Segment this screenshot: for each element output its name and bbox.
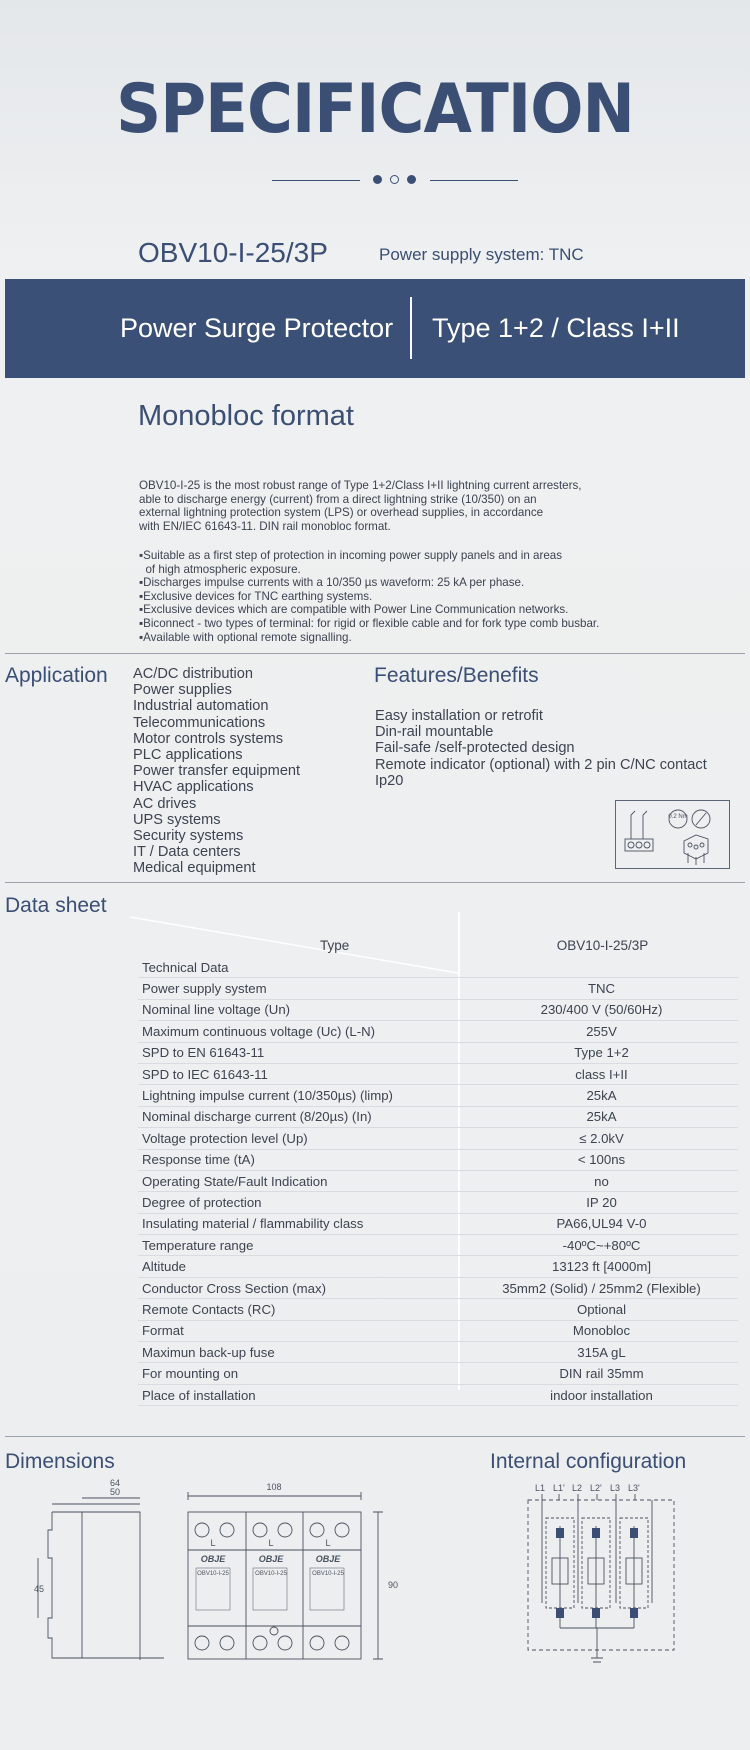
table-row	[138, 1106, 738, 1127]
application-item: PLC applications	[133, 747, 243, 764]
row-value: class I+II	[465, 1063, 738, 1084]
features-list	[375, 708, 707, 789]
table-row	[138, 999, 738, 1020]
application-item: Telecommunications	[133, 714, 266, 731]
phase-label: L1'	[553, 1483, 565, 1493]
torque-value: 0.2 Nm	[668, 814, 688, 820]
bullet-item: ▪Discharges impulse currents with a 10/350 µs waveform: 25 kA per phase.	[139, 576, 525, 590]
table-row	[138, 1299, 738, 1320]
divider	[5, 882, 745, 883]
table-row	[138, 1213, 738, 1234]
bullet-item: ▪Exclusive devices which are compatible with Power Line Communication networks.	[139, 603, 569, 617]
application-item: IT / Data centers	[133, 844, 241, 861]
table-row	[138, 1170, 738, 1191]
terminal-label: L	[210, 1538, 216, 1548]
module-model: OBV10-I-25	[255, 1571, 287, 1577]
divider	[5, 653, 745, 654]
bullet-item: ▪Exclusive devices for TNC earthing systems.	[139, 589, 373, 603]
row-key: Remote Contacts (RC)	[138, 1299, 465, 1320]
ornament-line-left	[272, 180, 360, 181]
row-value: 25kA	[465, 1106, 738, 1127]
description-line: external lightning protection system (LPS) or overhead supplies, in accordance	[139, 506, 544, 520]
phase-label: L3'	[628, 1483, 640, 1493]
banner-product-type: Power Surge Protector	[120, 313, 394, 343]
row-value: PA66,UL94 V-0	[465, 1213, 738, 1234]
application-item: UPS systems	[133, 811, 221, 828]
application-item: Industrial automation	[133, 698, 269, 715]
application-item: AC/DC distribution	[133, 666, 254, 682]
row-value: 255V	[465, 1021, 738, 1042]
table-row	[138, 1149, 738, 1170]
module-brand: OBJE	[258, 1554, 284, 1564]
row-value: IP 20	[465, 1192, 738, 1213]
datasheet-heading: Data sheet	[5, 894, 107, 917]
row-value: -40ºC~+80ºC	[465, 1235, 738, 1256]
row-value: < 100ns	[465, 1149, 738, 1170]
application-heading: Application	[5, 664, 108, 687]
terminal-label: L	[268, 1538, 274, 1548]
datasheet-model: OBV10-I-25/3P	[556, 938, 649, 953]
feature-item: Easy installation or retrofit	[375, 708, 543, 724]
application-item: HVAC applications	[133, 779, 254, 796]
table-row	[138, 1063, 738, 1084]
row-key: Insulating material / flammability class	[138, 1213, 465, 1234]
table-row	[138, 1128, 738, 1149]
bullet-item: ▪Available with optional remote signalling.	[139, 630, 352, 644]
table-row	[138, 957, 738, 978]
table-row	[138, 1320, 738, 1341]
ornament-line-right	[430, 180, 518, 181]
feature-item: Ip20	[375, 772, 404, 789]
application-list	[133, 666, 300, 877]
application-item: Power transfer equipment	[133, 763, 301, 780]
page-title: SPECIFICATION	[116, 70, 634, 149]
row-value: 25kA	[465, 1085, 738, 1106]
bullet-item: ▪Suitable as a first step of protection in incoming power supply panels and in areas	[139, 549, 563, 562]
dimensions-heading: Dimensions	[5, 1450, 115, 1473]
ornament-dot	[373, 175, 382, 184]
row-key: Power supply system	[138, 978, 465, 999]
row-value: 315A gL	[465, 1342, 738, 1363]
row-value: DIN rail 35mm	[465, 1363, 738, 1384]
table-row	[138, 1042, 738, 1063]
row-value: Optional	[465, 1299, 738, 1320]
banner-divider	[410, 297, 412, 359]
datasheet-type-label: Type	[320, 938, 350, 953]
row-key: Operating State/Fault Indication	[138, 1170, 465, 1191]
table-row	[138, 1192, 738, 1213]
dim-50: 50	[110, 1487, 121, 1497]
bullet-list	[139, 549, 739, 644]
table-row	[138, 1384, 738, 1405]
dim-64: 64	[110, 1478, 121, 1488]
power-supply-system: Power supply system: TNC	[379, 245, 584, 264]
row-key: Lightning impulse current (10/350µs) (limp)	[138, 1085, 465, 1106]
row-key: Maximun back-up fuse	[138, 1342, 465, 1363]
bullet-item: of high atmospheric exposure.	[139, 562, 301, 576]
dim-108: 108	[266, 1482, 282, 1492]
table-row	[138, 1363, 738, 1384]
table-row	[138, 1235, 738, 1256]
divider	[5, 1436, 745, 1437]
dim-90: 90	[388, 1580, 399, 1590]
row-value: 13123 ft [4000m]	[465, 1256, 738, 1277]
table-row	[138, 1085, 738, 1106]
format-heading: Monobloc format	[138, 400, 354, 432]
table-row	[138, 1256, 738, 1277]
row-key: SPD to EN 61643-11	[138, 1042, 465, 1063]
module-model: OBV10-I-25	[312, 1571, 344, 1577]
row-value: 35mm2 (Solid) / 25mm2 (Flexible)	[465, 1277, 738, 1298]
internal-config-diagram	[520, 1478, 680, 1668]
description	[139, 479, 699, 533]
terminal-label: L	[325, 1538, 331, 1548]
application-item: AC drives	[133, 795, 197, 812]
row-value: Monobloc	[465, 1320, 738, 1341]
front-view-drawing	[183, 1478, 399, 1663]
table-row	[138, 1342, 738, 1363]
phase-label: L2'	[590, 1483, 602, 1493]
module-brand: OBJE	[315, 1554, 341, 1564]
description-line: able to discharge energy (current) from a direct lightning strike (10/350) on an	[139, 492, 537, 506]
ornament-dot	[407, 175, 416, 184]
feature-item: Remote indicator (optional) with 2 pin C/NC contact	[375, 756, 707, 773]
row-key: Nominal line voltage (Un)	[138, 999, 465, 1020]
bullet-item: ▪Biconnect - two types of terminal: for rigid or flexible cable and for fork type comb busbar.	[139, 616, 600, 630]
internal-config-heading: Internal configuration	[490, 1450, 687, 1473]
row-value: ≤ 2.0kV	[465, 1128, 738, 1149]
banner-class: Type 1+2 / Class I+II	[432, 313, 680, 343]
application-item: Power supplies	[133, 682, 232, 699]
row-key: SPD to IEC 61643-11	[138, 1063, 465, 1084]
row-value: Type 1+2	[465, 1042, 738, 1063]
phase-label: L2	[572, 1483, 583, 1493]
technical-data-label: Technical Data	[138, 957, 465, 978]
feature-item: Fail-safe /self-protected design	[375, 740, 575, 757]
row-key: Temperature range	[138, 1235, 465, 1256]
table-row	[138, 978, 738, 999]
table-row	[138, 1021, 738, 1042]
row-key: Format	[138, 1320, 465, 1341]
row-key: Conductor Cross Section (max)	[138, 1277, 465, 1298]
feature-item: Din-rail mountable	[375, 724, 494, 741]
application-item: Medical equipment	[133, 860, 256, 877]
row-key: Maximum continuous voltage (Uc) (L-N)	[138, 1021, 465, 1042]
remote-contact-illustration	[615, 800, 730, 869]
phase-label: L1	[535, 1483, 546, 1493]
row-value: TNC	[465, 978, 738, 999]
row-key: Voltage protection level (Up)	[138, 1128, 465, 1149]
phase-label: L3	[610, 1483, 621, 1493]
row-value: indoor installation	[465, 1384, 738, 1405]
row-key: For mounting on	[138, 1363, 465, 1384]
ornament-dot-hollow	[390, 175, 399, 184]
module-model: OBV10-I-25	[197, 1571, 229, 1577]
row-value: 230/400 V (50/60Hz)	[465, 999, 738, 1020]
features-heading: Features/Benefits	[374, 664, 539, 687]
datasheet-table	[138, 957, 738, 1406]
row-key: Nominal discharge current (8/20µs) (In)	[138, 1106, 465, 1127]
product-model: OBV10-I-25/3P	[138, 237, 328, 268]
product-banner	[5, 279, 745, 378]
side-view-drawing	[30, 1478, 140, 1663]
application-item: Security systems	[133, 828, 244, 845]
application-item: Motor controls systems	[133, 730, 284, 747]
row-key: Place of installation	[138, 1384, 465, 1405]
dim-45: 45	[34, 1584, 45, 1594]
connector-icon	[616, 801, 729, 868]
row-value: no	[465, 1170, 738, 1191]
description-line: OBV10-I-25 is the most robust range of Type 1+2/Class I+II lightning current arresters,	[139, 479, 582, 492]
row-key: Altitude	[138, 1256, 465, 1277]
row-key: Response time (tA)	[138, 1149, 465, 1170]
module-brand: OBJE	[200, 1554, 226, 1564]
description-line: with EN/IEC 61643-11. DIN rail monobloc format.	[139, 519, 391, 533]
table-row	[138, 1277, 738, 1298]
row-key: Degree of protection	[138, 1192, 465, 1213]
